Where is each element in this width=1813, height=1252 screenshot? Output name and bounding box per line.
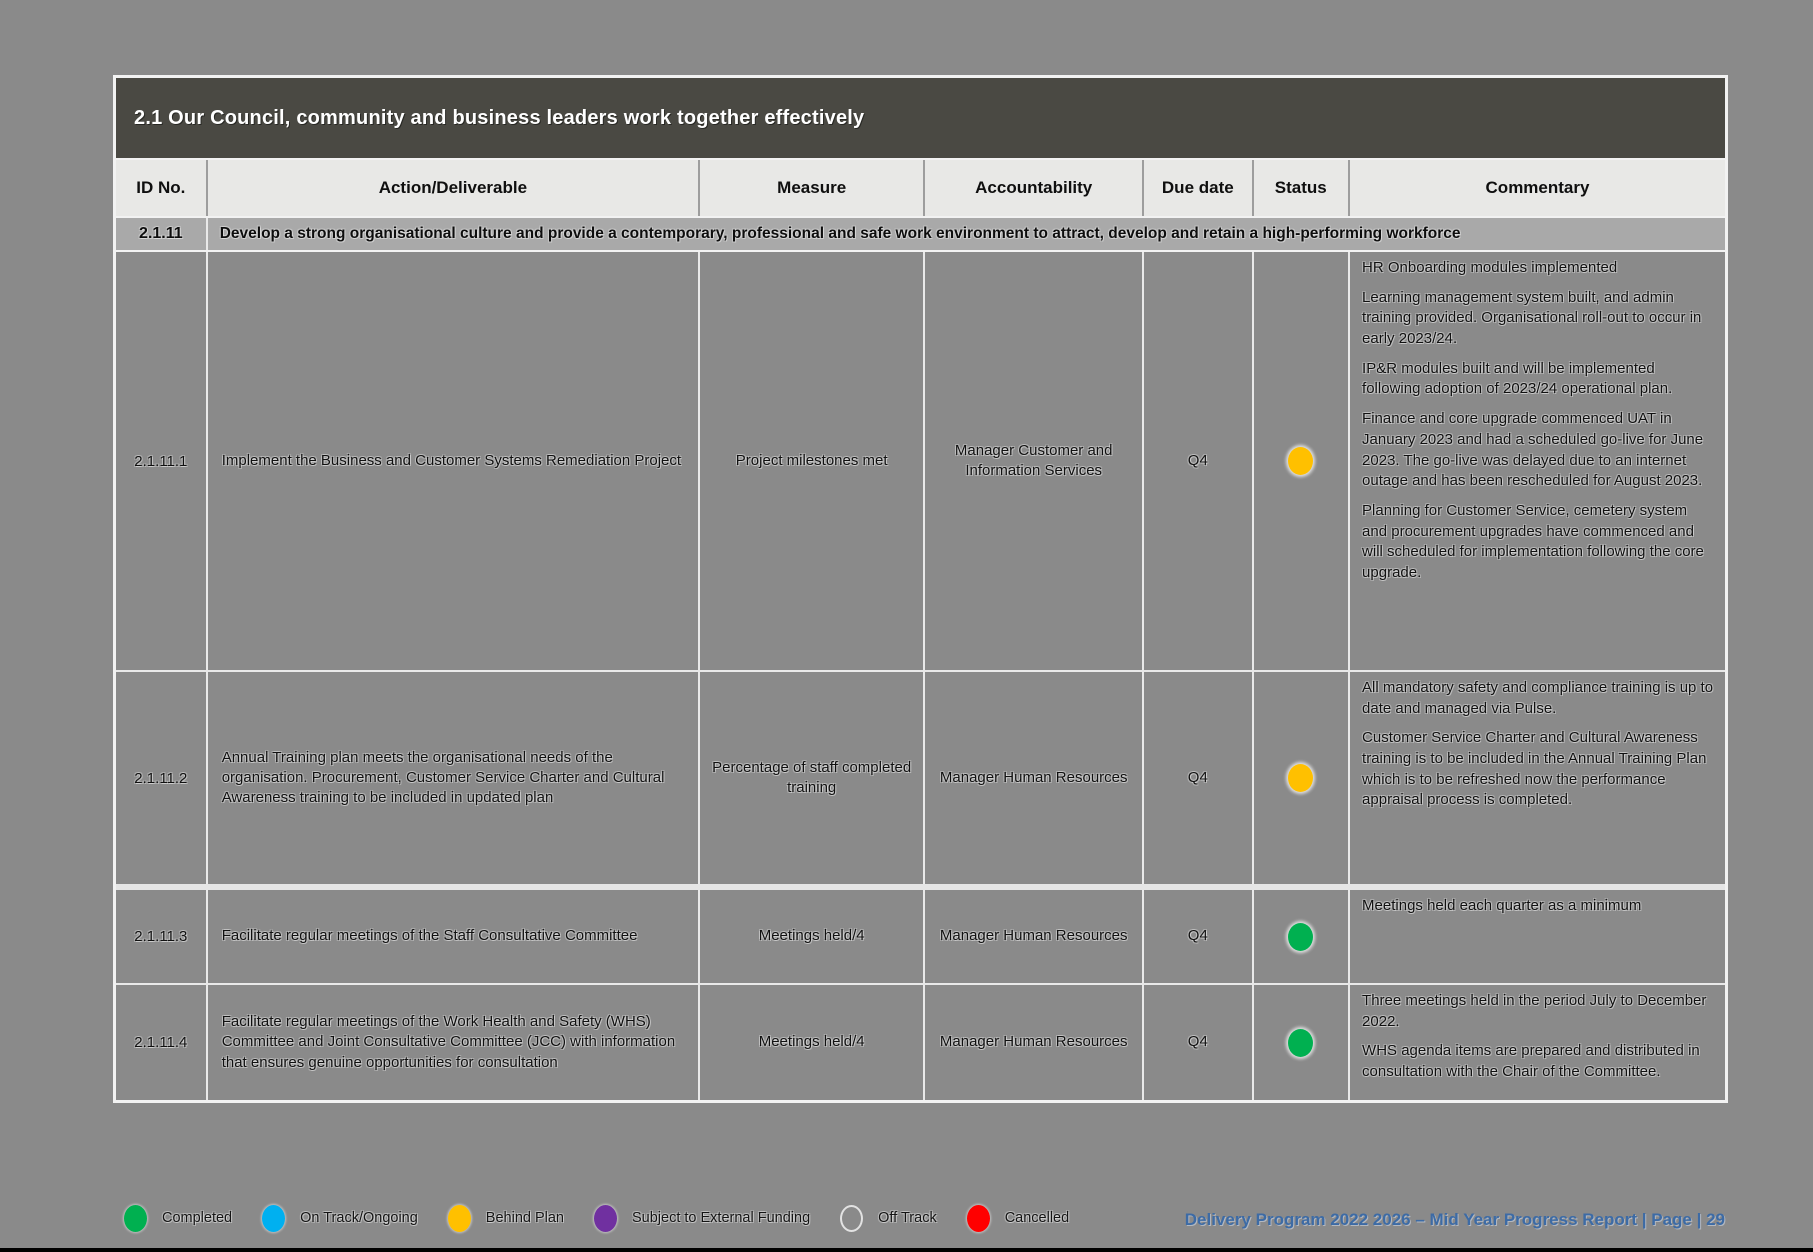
footer-reference: Delivery Program 2022 2026 – Mid Year Progress Report | Page | 29 xyxy=(1184,1210,1725,1229)
commentary-paragraph: HR Onboarding modules implemented xyxy=(1362,259,1618,276)
cell-action: Annual Training plan meets the organisational needs of the organisation. Procurement, Customer Service Charter and Cultural Awareness training to be included in updated plan xyxy=(208,672,700,884)
legend-label: Cancelled xyxy=(1004,1210,1070,1226)
table-row xyxy=(116,890,1725,985)
commentary-paragraph: Three meetings held in the period July to December 2022. xyxy=(1362,992,1707,1030)
column-header-status: Status xyxy=(1254,160,1351,216)
cancelled-dot-icon xyxy=(967,1205,990,1232)
cell-due-date: Q4 xyxy=(1144,890,1253,983)
cell-id: 2.1.11.1 xyxy=(116,252,208,670)
commentary-paragraph: Learning management system built, and admin training provided. Organisational roll-out to occur in early 2023/24. xyxy=(1362,288,1702,348)
column-header-due-date: Due date xyxy=(1144,160,1253,216)
commentary-paragraph: IP&R modules built and will be implemented following adoption of 2023/24 operational plan. xyxy=(1362,359,1673,398)
legend-label: Behind Plan xyxy=(485,1210,564,1226)
cell-accountability: Manager Human Resources xyxy=(925,985,1144,1100)
cell-commentary xyxy=(1350,890,1725,983)
page-bottom-edge xyxy=(0,1248,1813,1252)
cell-accountability: Manager Customer and Information Services xyxy=(925,252,1144,670)
legend-label: Subject to External Funding xyxy=(632,1210,811,1226)
cell-measure: Meetings held/4 xyxy=(700,985,925,1100)
table-row xyxy=(116,252,1725,672)
legend-item-off-track xyxy=(840,1205,937,1232)
status-legend xyxy=(124,1198,1069,1238)
column-header-commentary: Commentary xyxy=(1485,178,1590,197)
column-header-id: ID No. xyxy=(116,160,208,216)
cell-commentary xyxy=(1350,672,1725,884)
cell-status xyxy=(1254,890,1351,983)
column-header-accountability: Accountability xyxy=(925,160,1144,216)
column-header-measure: Measure xyxy=(700,160,925,216)
cell-due-date: Q4 xyxy=(1144,252,1253,670)
status-dot-completed xyxy=(1288,1029,1313,1057)
progress-report-table xyxy=(113,75,1728,1103)
group-row xyxy=(116,218,1725,252)
cell-commentary xyxy=(1350,252,1725,670)
cell-status xyxy=(1254,252,1351,670)
legend-label: On Track/Ongoing xyxy=(300,1210,418,1226)
legend-item-external-funding xyxy=(594,1205,810,1232)
cell-action: Facilitate regular meetings of the Work Health and Safety (WHS) Committee and Joint Consultative Committee (JCC) with information that ensures genuine opportunities for consultation xyxy=(208,985,700,1100)
cell-measure: Project milestones met xyxy=(700,252,925,670)
column-header-action: Action/Deliverable xyxy=(208,160,700,216)
section-title: 2.1 Our Council, community and business leaders work together effectively xyxy=(116,78,1725,160)
off-track-dot-icon xyxy=(840,1205,863,1232)
cell-action: Facilitate regular meetings of the Staff Consultative Committee xyxy=(208,890,700,983)
group-description: Develop a strong organisational culture and provide a contemporary, professional and safe work environment to attract, develop and retain a high-performing workforce xyxy=(219,225,1461,242)
cell-status xyxy=(1254,672,1351,884)
cell-id: 2.1.11.4 xyxy=(116,985,208,1100)
legend-label: Completed xyxy=(162,1210,233,1226)
cell-measure: Meetings held/4 xyxy=(700,890,925,983)
legend-item-completed xyxy=(124,1205,232,1232)
cell-accountability: Manager Human Resources xyxy=(925,890,1144,983)
commentary-paragraph: Customer Service Charter and Cultural Awareness training is to be included in the Annual Training Plan which is to be refreshed now the performance appraisal process is completed. xyxy=(1362,729,1707,809)
table-row xyxy=(116,985,1725,1100)
external-funding-dot-icon xyxy=(594,1205,617,1232)
cell-id: 2.1.11.3 xyxy=(116,890,208,983)
group-id: 2.1.11 xyxy=(116,218,208,250)
table-row xyxy=(116,672,1725,890)
completed-dot-icon xyxy=(124,1205,147,1232)
cell-id: 2.1.11.2 xyxy=(116,672,208,884)
cell-due-date: Q4 xyxy=(1144,672,1253,884)
table-header-row xyxy=(116,160,1725,218)
legend-label: Off Track xyxy=(878,1210,937,1226)
legend-item-cancelled xyxy=(967,1205,1070,1232)
on-track-dot-icon xyxy=(262,1205,285,1232)
commentary-paragraph: Planning for Customer Service, cemetery system and procurement upgrades have commenced and will scheduled for implementation following the core upgrade. xyxy=(1362,501,1704,581)
cell-due-date: Q4 xyxy=(1144,985,1253,1100)
commentary-paragraph: All mandatory safety and compliance training is up to date and managed via Pulse. xyxy=(1362,679,1714,717)
cell-status xyxy=(1254,985,1351,1100)
behind-plan-dot-icon xyxy=(448,1205,471,1232)
cell-accountability: Manager Human Resources xyxy=(925,672,1144,884)
status-dot-behind-plan xyxy=(1288,764,1313,792)
commentary-paragraph: Finance and core upgrade commenced UAT in January 2023 and had a scheduled go-live for June 2023. The go-live was delayed due to an internet outage and has been rescheduled for August 2023. xyxy=(1362,410,1704,490)
status-dot-completed xyxy=(1288,923,1313,951)
cell-action: Implement the Business and Customer Systems Remediation Project xyxy=(208,252,700,670)
cell-measure: Percentage of staff completed training xyxy=(700,672,925,884)
legend-item-behind-plan xyxy=(448,1205,564,1232)
legend-item-on-track xyxy=(262,1205,418,1232)
commentary-paragraph: WHS agenda items are prepared and distributed in consultation with the Chair of the Committee. xyxy=(1362,1042,1700,1081)
status-dot-behind-plan xyxy=(1288,447,1313,475)
cell-commentary xyxy=(1350,985,1725,1100)
commentary-paragraph: Meetings held each quarter as a minimum xyxy=(1362,897,1642,914)
